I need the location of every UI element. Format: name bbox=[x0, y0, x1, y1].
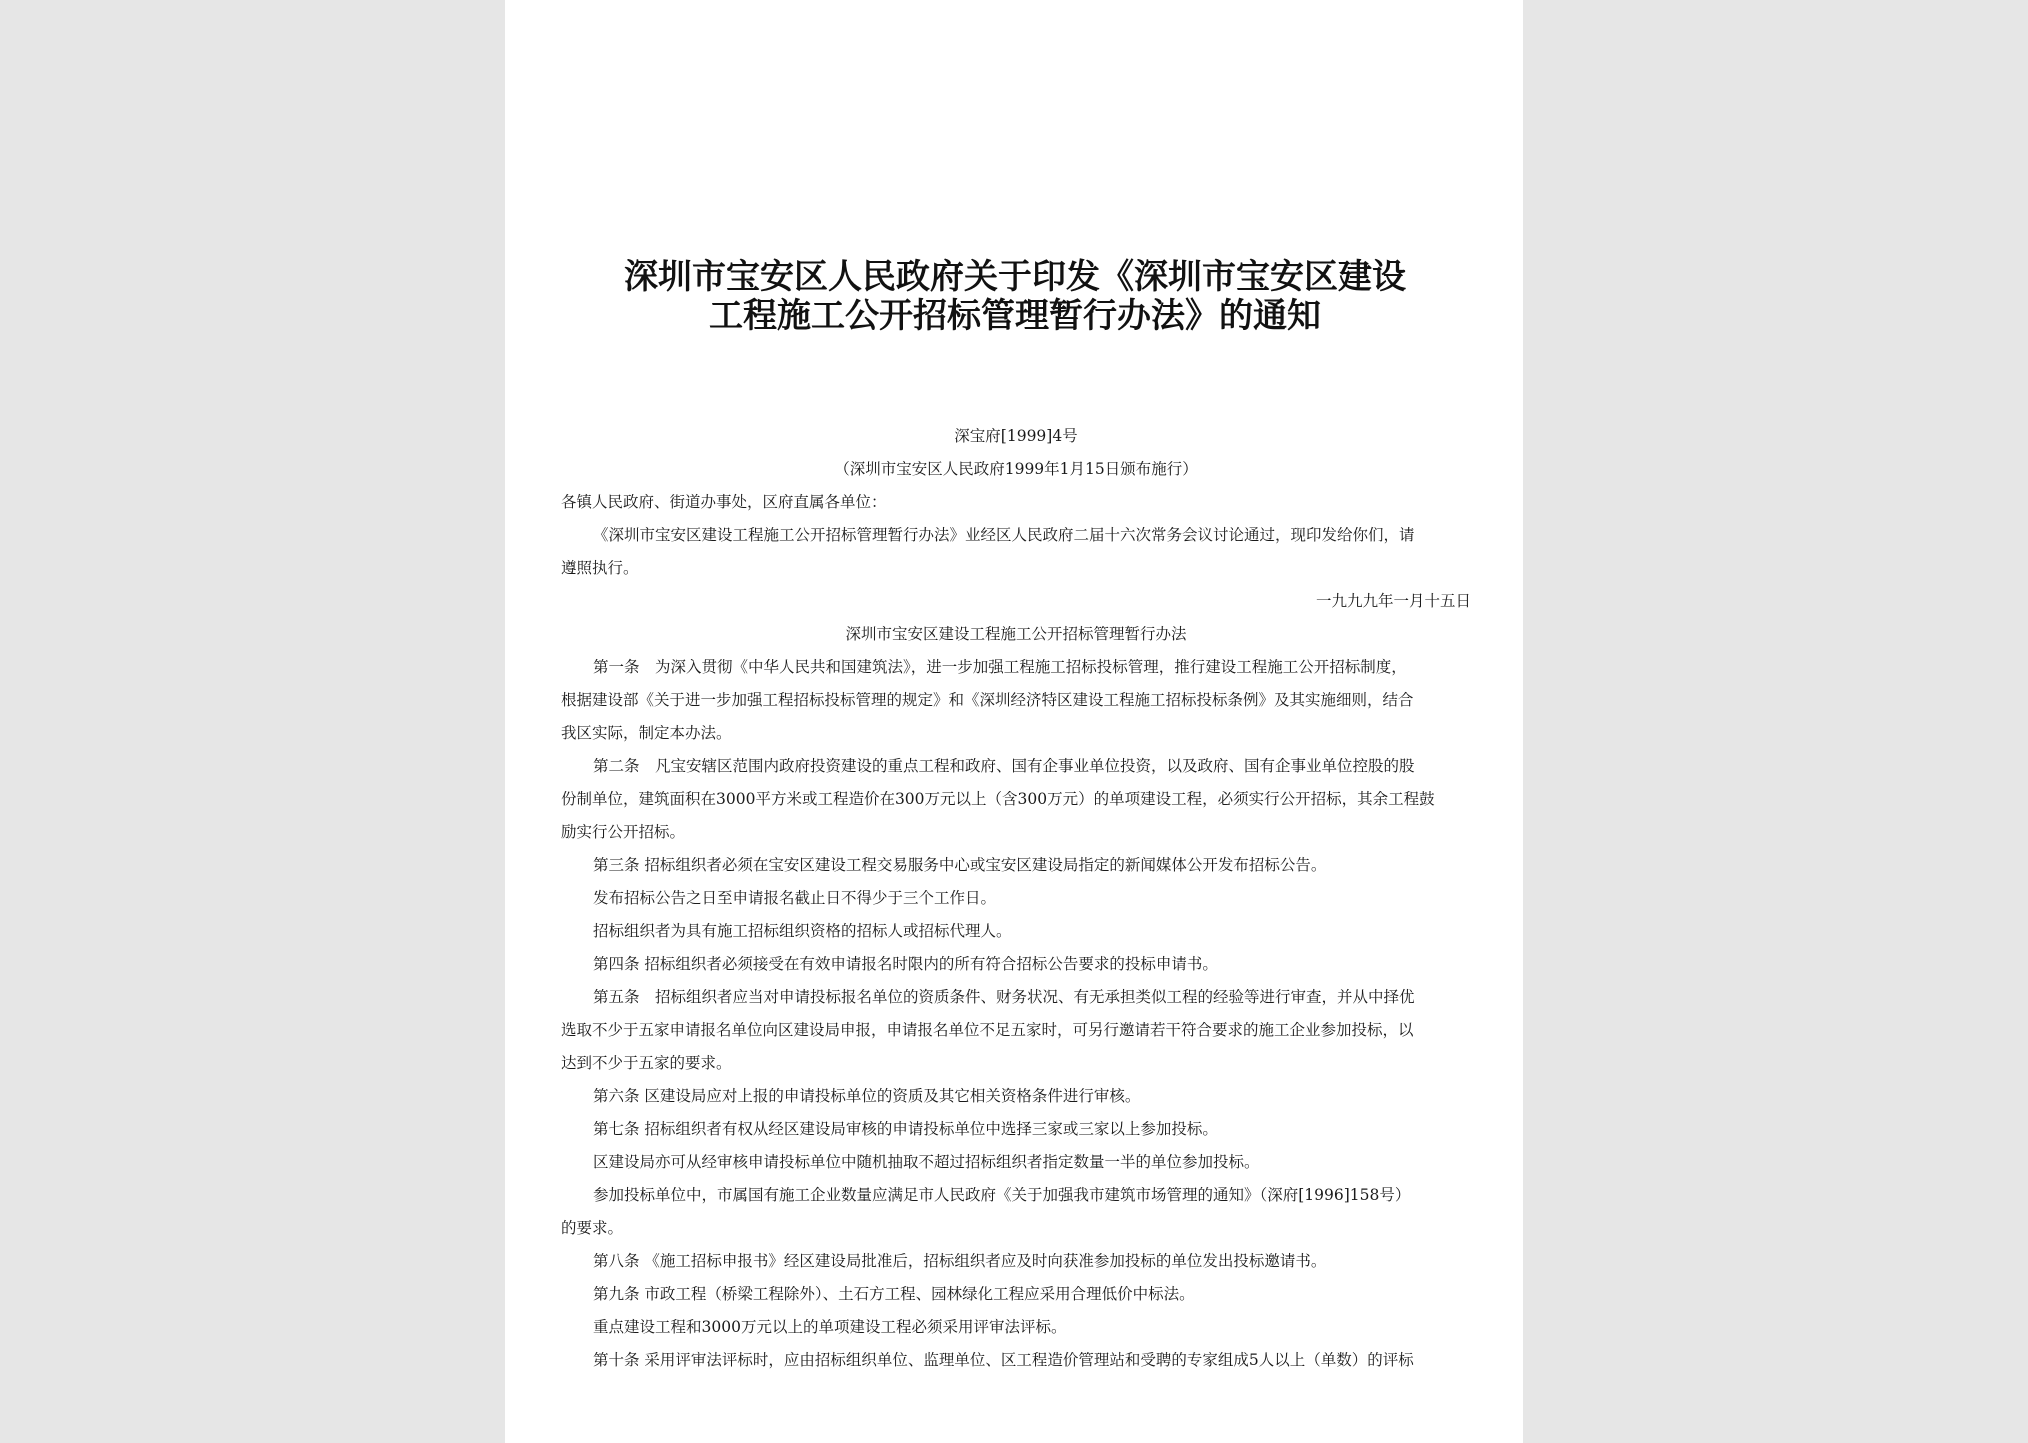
article-line: 的要求。 bbox=[561, 1219, 624, 1237]
article-line: 第三条 招标组织者必须在宝安区建设工程交易服务中心或宝安区建设局指定的新闻媒体公开发布招标公告。 bbox=[593, 856, 1327, 874]
article-line: 根据建设部《关于进一步加强工程招标投标管理的规定》和《深圳经济特区建设工程施工招标投标条例》及其实施细则，结合 bbox=[561, 691, 1414, 709]
notice-paragraph-line: 《深圳市宝安区建设工程施工公开招标管理暂行办法》业经区人民政府二届十六次常务会议讨论通过，现印发给你们，请 bbox=[593, 526, 1415, 544]
article-line: 第九条 市政工程（桥梁工程除外）、土石方工程、园林绿化工程应采用合理低价中标法。 bbox=[593, 1285, 1195, 1303]
title-line-2: 工程施工公开招标管理暂行办法》的通知 bbox=[709, 296, 1321, 336]
promulgation-note: （深圳市宝安区人民政府1999年1月15日颁布施行） bbox=[834, 460, 1198, 478]
issue-date: 一九九九年一月十五日 bbox=[1315, 592, 1471, 610]
article-text bbox=[561, 651, 1471, 1377]
article-line: 第四条 招标组织者必须接受在有效申请报名时限内的所有符合招标公告要求的投标申请书。 bbox=[593, 955, 1218, 973]
article-line: 招标组织者为具有施工招标组织资格的招标人或招标代理人。 bbox=[593, 922, 1012, 940]
article-line: 第十条 采用评审法评标时，应由招标组织单位、监理单位、区工程造价管理站和受聘的专家组成5人以上（单数）的评标 bbox=[593, 1351, 1414, 1369]
article-line: 参加投标单位中，市属国有施工企业数量应满足市人民政府《关于加强我市建筑市场管理的通知》（深府[1996]158号） bbox=[593, 1186, 1411, 1204]
measures-title: 深圳市宝安区建设工程施工公开招标管理暂行办法 bbox=[845, 625, 1187, 643]
article-line: 第一条 为深入贯彻《中华人民共和国建筑法》，进一步加强工程施工招标投标管理，推行建设工程施工公开招标制度， bbox=[593, 658, 1407, 676]
article-line: 份制单位，建筑面积在3000平方米或工程造价在300万元以上（含300万元）的单项建设工程，必须实行公开招标，其余工程鼓 bbox=[561, 790, 1435, 808]
article-line: 励实行公开招标。 bbox=[561, 823, 686, 841]
article-line: 第五条 招标组织者应当对申请投标报名单位的资质条件、财务状况、有无承担类似工程的经验等进行审查，并从中择优 bbox=[593, 988, 1415, 1006]
article-line: 第八条 《施工招标申报书》经区建设局批准后，招标组织者应及时向获准参加投标的单位发出投标邀请书。 bbox=[593, 1252, 1327, 1270]
addressee: 各镇人民政府、街道办事处，区府直属各单位： bbox=[561, 493, 887, 511]
article-line: 第六条 区建设局应对上报的申请投标单位的资质及其它相关资格条件进行审核。 bbox=[593, 1087, 1141, 1105]
article-line: 达到不少于五家的要求。 bbox=[561, 1054, 732, 1072]
article-line: 区建设局亦可从经审核申请投标单位中随机抽取不超过招标组织者指定数量一半的单位参加投标。 bbox=[593, 1153, 1260, 1171]
document-number: 深宝府[1999]4号 bbox=[954, 427, 1078, 445]
article-line: 我区实际，制定本办法。 bbox=[561, 724, 732, 742]
document-body bbox=[561, 420, 1471, 1377]
article-line: 发布招标公告之日至申请报名截止日不得少于三个工作日。 bbox=[593, 889, 997, 907]
article-line: 第二条 凡宝安辖区范围内政府投资建设的重点工程和政府、国有企事业单位投资，以及政府、国有企事业单位控股的股 bbox=[593, 757, 1415, 775]
article-line: 第七条 招标组织者有权从经区建设局审核的申请投标单位中选择三家或三家以上参加投标。 bbox=[593, 1120, 1218, 1138]
notice-paragraph-line: 遵照执行。 bbox=[561, 559, 639, 577]
article-line: 重点建设工程和3000万元以上的单项建设工程必须采用评审法评标。 bbox=[593, 1318, 1067, 1336]
article-line: 选取不少于五家申请报名单位向区建设局申报，申请报名单位不足五家时，可另行邀请若干符合要求的施工企业参加投标，以 bbox=[561, 1021, 1414, 1039]
title-line-1: 深圳市宝安区人民政府关于印发《深圳市宝安区建设 bbox=[624, 257, 1406, 297]
document-page bbox=[505, 0, 1523, 1443]
document-title bbox=[565, 258, 1465, 336]
